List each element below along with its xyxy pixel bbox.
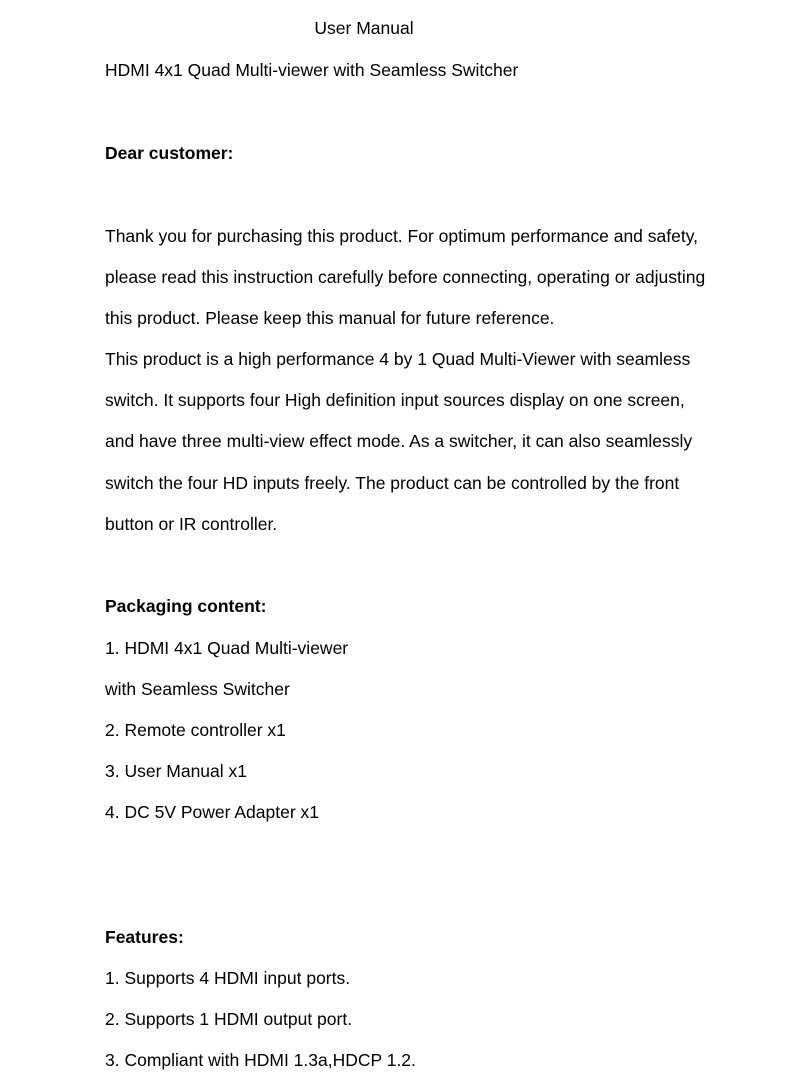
- packaging-item: 3. User Manual x1: [105, 761, 248, 781]
- packaging-item: 4. DC 5V Power Adapter x1: [105, 802, 319, 822]
- packaging-heading: Packaging content:: [105, 596, 267, 616]
- feature-item: 1. Supports 4 HDMI input ports.: [105, 968, 351, 988]
- intro-line: button or IR controller.: [105, 514, 278, 534]
- product-title: HDMI 4x1 Quad Multi-viewer with Seamless Switcher: [105, 60, 519, 80]
- packaging-item: 2. Remote controller x1: [105, 720, 286, 740]
- intro-line: this product. Please keep this manual for future reference.: [105, 308, 555, 328]
- intro-line: switch the four HD inputs freely. The product can be controlled by the front: [105, 473, 680, 493]
- intro-line: This product is a high performance 4 by 1 Quad Multi-Viewer with seamless: [105, 349, 691, 369]
- feature-item: 2. Supports 1 HDMI output port.: [105, 1009, 353, 1029]
- intro-line: and have three multi-view effect mode. As a switcher, it can also seamlessly: [105, 431, 693, 451]
- manual-title: User Manual: [314, 18, 414, 38]
- feature-item: 3. Compliant with HDMI 1.3a,HDCP 1.2.: [105, 1050, 416, 1070]
- features-heading: Features:: [105, 927, 184, 947]
- intro-line: please read this instruction carefully before connecting, operating or adjusting: [105, 267, 706, 287]
- packaging-item: 1. HDMI 4x1 Quad Multi-viewer: [105, 638, 349, 658]
- intro-line: Thank you for purchasing this product. For optimum performance and safety,: [105, 226, 699, 246]
- intro-line: switch. It supports four High definition input sources display on one screen,: [105, 390, 685, 410]
- greeting-heading: Dear customer:: [105, 143, 234, 163]
- packaging-item: with Seamless Switcher: [105, 679, 290, 699]
